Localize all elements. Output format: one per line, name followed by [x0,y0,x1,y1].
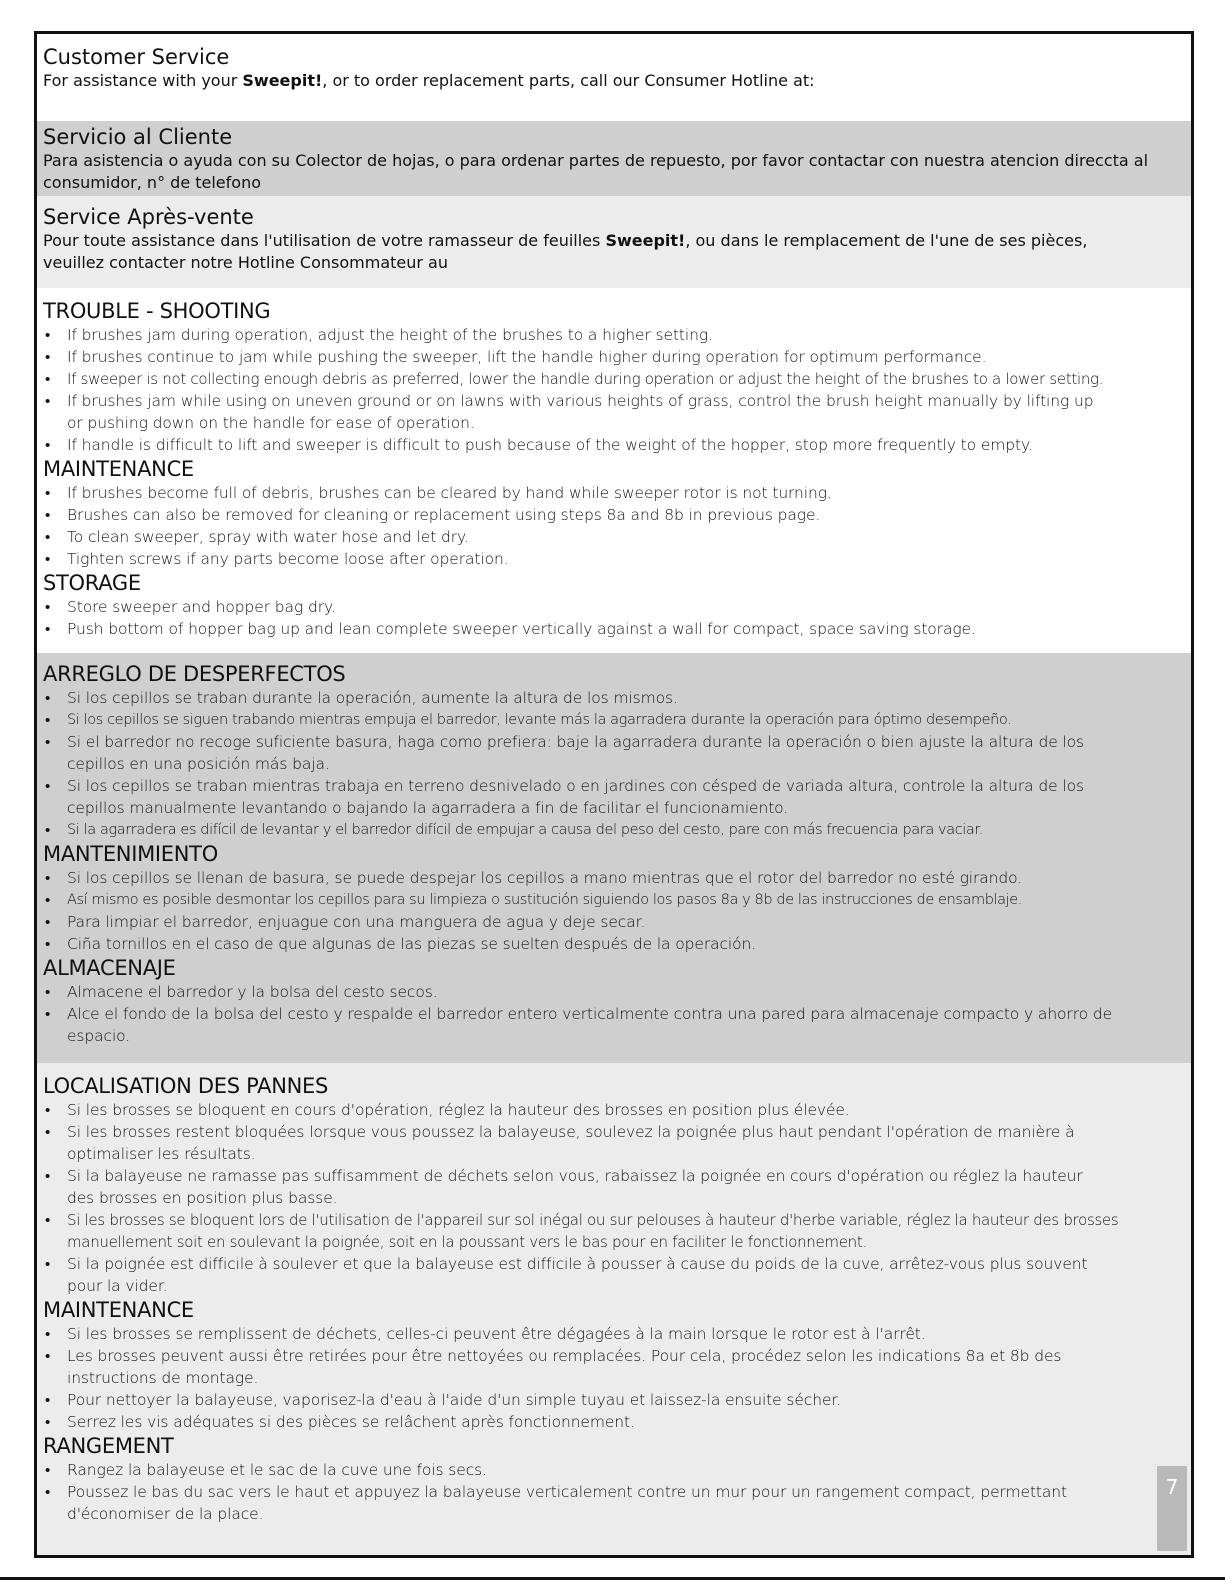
customer-service-title: Service Après-vente [43,205,254,229]
list-item: • Ciña tornillos en el caso de que algunas de las piezas se suelten después de la operación. [43,933,1191,955]
bullet-list [43,482,1191,570]
text-part: For assistance with your [43,71,243,90]
list-item: • Si la agarradera es difícil de levantar y el barredor difícil de empujar a causa del peso del cesto, pare con más frecuencia para vaciar. [43,819,1191,841]
brand-name: Sweepit! [242,71,323,90]
list-item: • Si los cepillos se siguen trabando mientras empuja el barredor, levante más la agarradera durante la operación para óptimo desempeño. [43,709,1191,731]
list-item: • Alce el fondo de la bolsa del cesto y respalde el barredor entero verticalmente contra una pared para almacenaje compacto y ahorro de espacio. [43,1003,1191,1047]
list-item: • Store sweeper and hopper bag dry. [43,596,1191,618]
section-heading: MANTENIMIENTO [43,842,218,866]
list-item: • Si les brosses se bloquent en cours d'opération, réglez la hauteur des brosses en position plus élevée. [43,1099,1151,1121]
list-item: • Si los cepillos se llenan de basura, se puede despejar los cepillos a mano mientras que el rotor del barredor no esté girando. [43,867,1191,889]
list-item: • Push bottom of hopper bag up and lean complete sweeper vertically against a wall for compact, space saving storage. [43,618,1191,640]
list-item: • Para limpiar el barredor, enjuague con una manguera de agua y deje secar. [43,911,1191,933]
section-heading: ALMACENAJE [43,956,176,980]
section-heading: TROUBLE - SHOOTING [43,299,271,323]
spanish-section [37,653,1191,1063]
english-section [37,298,1191,653]
list-item: • Si el barredor no recoge suficiente basura, haga como prefiera: baje la agarradera durante la operación o bien ajuste la altura de los cepillos en una posición más baja. [43,731,1191,775]
list-item: • If handle is difficult to lift and sweeper is difficult to push because of the weight of the hopper, stop more frequently to empty. [43,434,1191,456]
list-item: • If brushes jam while using on uneven ground or on lawns with various heights of grass, control the brush height manually by lifting up or pushing down on the handle for ease of operation. [43,390,1191,434]
customer-service-text: Para asistencia o ayuda con su Colector de hojas, o para ordenar partes de repuesto, por favor contactar con nuestra atencion direccta al consumidor, n° de telefono [43,151,1149,192]
section-heading: ARREGLO DE DESPERFECTOS [43,662,346,686]
bullet-list [43,1099,1151,1297]
list-item: • Si les brosses se bloquent lors de l'utilisation de l'appareil sur sol inégal ou sur pelouses à hauteur d'herbe variable, réglez la hauteur des brosses manuellement soit en soulevant la poignée, soit en la poussant vers le bas pour en faciliter le fonctionnement. [43,1209,1151,1253]
list-item: • If brushes become full of debris, brushes can be cleared by hand while sweeper rotor is not turning. [43,482,1191,504]
bottom-rule [0,1577,1225,1580]
section-heading: LOCALISATION DES PANNES [43,1074,329,1098]
list-item: • Rangez la balayeuse et le sac de la cuve une fois secs. [43,1459,1151,1481]
bullet-list [43,981,1191,1047]
section-heading: MAINTENANCE [43,1298,194,1322]
text-part: Pour toute assistance dans l'utilisation de votre ramasseur de feuilles [43,231,606,250]
list-item: • If brushes continue to jam while pushing the sweeper, lift the handle higher during operation for optimum performance. [43,346,1191,368]
section-heading: RANGEMENT [43,1434,174,1458]
list-item: • If brushes jam during operation, adjust the height of the brushes to a higher setting. [43,324,1191,346]
list-item: • Brushes can also be removed for cleaning or replacement using steps 8a and 8b in previous page. [43,504,1191,526]
list-item: • Poussez le bas du sac vers le haut et appuyez la balayeuse verticalement contre un mur pour un rangement compact, permettant d'économiser de la place. [43,1481,1151,1525]
bullet-list [43,1459,1151,1525]
section-heading: STORAGE [43,571,141,595]
list-item: • Les brosses peuvent aussi être retirées pour être nettoyées ou remplacées. Pour cela, procédez selon les indications 8a et 8b des instructions de montage. [43,1345,1151,1389]
customer-service-title: Customer Service [43,45,230,69]
list-item: • To clean sweeper, spray with water hose and let dry. [43,526,1191,548]
customer-service-text [43,230,1191,274]
text-part: , ou dans le remplacement de l'une de ses pièces, veuillez contacter notre Hotline Consommateur au [43,231,1088,272]
bullet-list [43,1323,1151,1433]
list-item: • Almacene el barredor y la bolsa del cesto secos. [43,981,1191,1003]
bullet-list [43,324,1191,456]
list-item: • Pour nettoyer la balayeuse, vaporisez-la d'eau à l'aide d'un simple tuyau et laissez-la ensuite sécher. [43,1389,1151,1411]
french-section [37,1063,1191,1558]
list-item: • If sweeper is not collecting enough debris as preferred, lower the handle during operation or adjust the height of the brushes to a lower setting. [43,368,1191,390]
list-item: • Serrez les vis adéquates si des pièces se relâchent après fonctionnement. [43,1411,1151,1433]
list-item: • Si los cepillos se traban mientras trabaja en terreno desnivelado o en jardines con césped de variada altura, controle la altura de los cepillos manualmente levantando o bajando la agarradera a fin de facilitar el funcionamiento. [43,775,1191,819]
brand-name: Sweepit! [605,231,686,250]
list-item: • Si los cepillos se traban durante la operación, aumente la altura de los mismos. [43,687,1191,709]
customer-service-es [37,121,1191,196]
customer-service-text [43,70,1191,92]
customer-service-fr [37,196,1191,288]
customer-service-en [37,44,1191,92]
section-heading: MAINTENANCE [43,457,194,481]
list-item: • Si les brosses restent bloquées lorsque vous poussez la balayeuse, soulevez la poignée plus haut pendant l'opération de manière à optimaliser les résultats. [43,1121,1151,1165]
page-number: 7 [1165,1475,1179,1499]
list-item: • Si la poignée est difficile à soulever et que la balayeuse est difficile à pousser à cause du poids de la cuve, arrêtez-vous plus souvent pour la vider. [43,1253,1151,1297]
list-item: • Tighten screws if any parts become loose after operation. [43,548,1191,570]
bullet-list [43,867,1191,955]
list-item: • Si la balayeuse ne ramasse pas suffisamment de déchets selon vous, rabaissez la poignée en cours d'opération ou réglez la hauteur des brosses en position plus basse. [43,1165,1151,1209]
bullet-list [43,687,1191,841]
text-part: , or to order replacement parts, call our Consumer Hotline at: [322,71,815,90]
page-frame [34,31,1194,1558]
list-item: • Si les brosses se remplissent de déchets, celles-ci peuvent être dégagées à la main lorsque le rotor est à l'arrêt. [43,1323,1151,1345]
list-item: • Así mismo es posible desmontar los cepillos para su limpieza o sustitución siguiendo los pasos 8a y 8b de las instrucciones de ensamblaje. [43,889,1191,911]
bullet-list [43,596,1191,640]
customer-service-title: Servicio al Cliente [43,125,233,149]
